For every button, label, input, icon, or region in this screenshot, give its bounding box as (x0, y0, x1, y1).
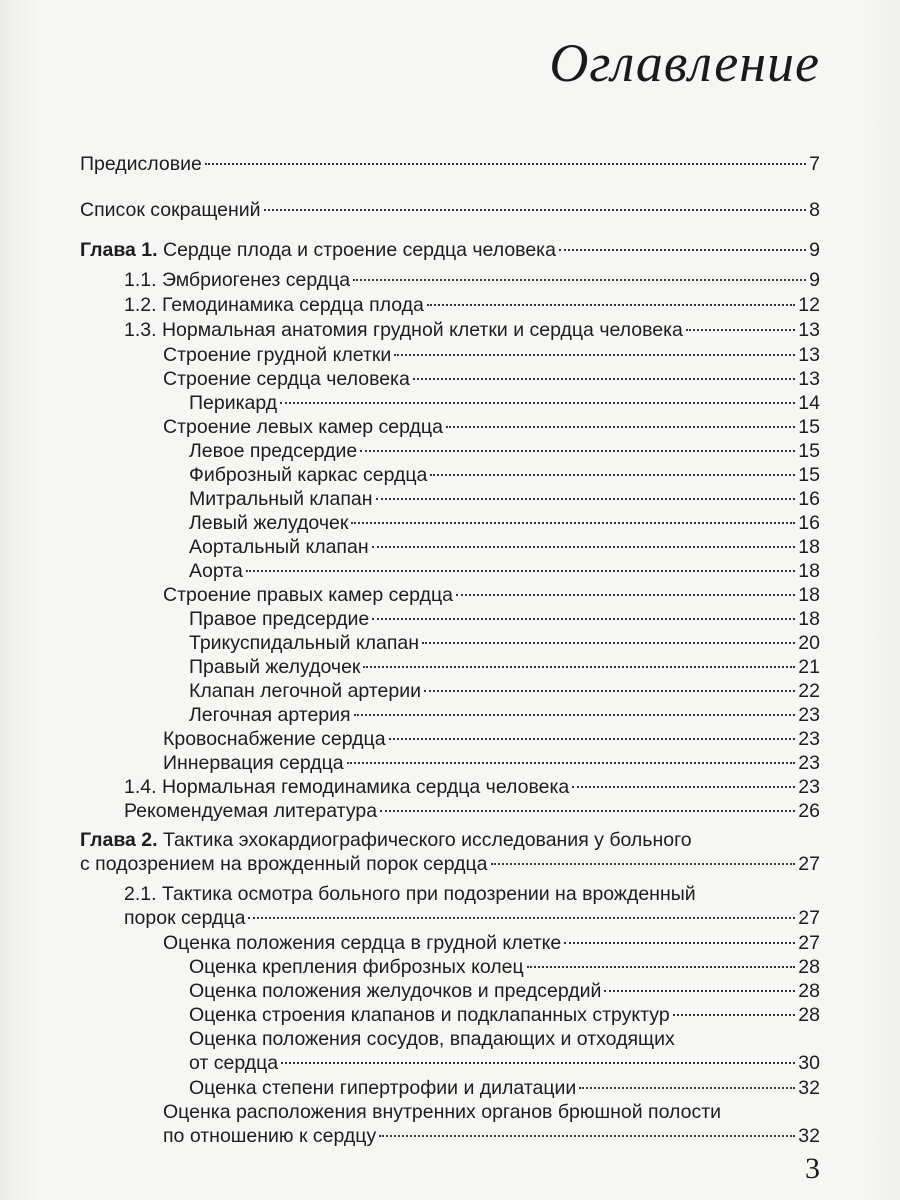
toc-entry-page: 22 (798, 680, 820, 702)
dot-leader (456, 594, 795, 596)
toc-entry-title: Строение левых камер сердца (163, 416, 443, 438)
toc-entry-title: Оценка крепления фиброзных колец (189, 956, 524, 978)
toc-chapter[interactable] (80, 238, 820, 262)
toc-entry-page: 32 (798, 1125, 820, 1147)
toc-entry-page: 21 (798, 656, 820, 678)
toc-entry[interactable] (80, 152, 820, 176)
toc-entry-page: 23 (798, 752, 820, 774)
dot-leader (351, 522, 795, 524)
dot-leader (604, 990, 795, 992)
toc-entry[interactable] (124, 882, 820, 930)
toc-entry[interactable] (189, 631, 820, 655)
toc-entry-title: Аорта (189, 560, 243, 582)
toc-entry-title: Правое предсердие (189, 608, 370, 630)
dot-leader (491, 863, 796, 865)
toc-entry-title: Трикуспидальный клапан (189, 632, 420, 654)
toc-entry-page: 20 (798, 632, 820, 654)
toc-entry-title: Кровоснабжение сердца (163, 728, 386, 750)
toc-entry[interactable] (189, 655, 820, 679)
dot-leader (246, 570, 795, 572)
toc-entry[interactable] (189, 1076, 820, 1100)
toc-entry-title: порок сердца (124, 907, 246, 929)
toc-entry[interactable] (189, 1027, 820, 1075)
toc-entry-title: 1.3. Нормальная анатомия грудной клетки и сердца человека (124, 319, 683, 341)
toc-entry[interactable] (124, 318, 820, 342)
dot-leader (248, 917, 795, 919)
toc-entry-title: от сердца (189, 1052, 279, 1074)
toc-entry-page: 8 (809, 199, 820, 221)
toc-entry-page: 16 (798, 488, 820, 510)
toc-entry-title: Легочная артерия (189, 704, 351, 726)
toc-entry[interactable] (189, 703, 820, 727)
toc-entry-page: 28 (798, 980, 820, 1002)
toc-entry-page: 12 (798, 294, 820, 316)
dot-leader (579, 1087, 795, 1089)
toc-entry-title: с подозрением на врожденный порок сердца (80, 853, 488, 875)
dot-leader (564, 942, 795, 944)
toc-entry[interactable] (124, 775, 820, 799)
dot-leader (281, 1062, 795, 1064)
toc-entry[interactable] (163, 727, 820, 751)
toc-entry-page: 14 (798, 392, 820, 414)
toc-entry-page: 18 (798, 608, 820, 630)
toc-entry-page: 32 (798, 1077, 820, 1099)
toc-entry-page: 9 (809, 269, 820, 291)
dot-leader (389, 738, 796, 740)
toc-entry-title: Строение правых камер сердца (163, 584, 453, 606)
toc-entry[interactable] (189, 511, 820, 535)
dot-leader (363, 666, 795, 668)
toc-entry-title: Иннервация сердца (163, 752, 344, 774)
toc-entry[interactable] (189, 463, 820, 487)
toc-entry[interactable] (189, 1003, 820, 1027)
toc-entry[interactable] (189, 535, 820, 559)
toc-entry-title: 1.2. Гемодинамика сердца плода (124, 294, 424, 316)
dot-leader (424, 690, 795, 692)
toc-chapter[interactable] (80, 828, 820, 876)
toc-entry-title: Перикард (189, 392, 278, 414)
toc-entry-title: Правый желудочек (189, 656, 361, 678)
toc-entry[interactable] (163, 415, 820, 439)
toc-entry-page: 7 (809, 153, 820, 175)
toc-entry[interactable] (124, 799, 820, 823)
toc-entry[interactable] (124, 268, 820, 292)
dot-leader (372, 618, 795, 620)
toc-entry-page: 26 (798, 800, 820, 822)
toc-entry[interactable] (189, 679, 820, 703)
toc-entry-title: Предисловие (80, 153, 202, 175)
toc-entry[interactable] (163, 583, 820, 607)
dot-leader (205, 163, 806, 165)
toc-entry-title: Клапан легочной артерии (189, 680, 422, 702)
toc-entry[interactable] (124, 293, 820, 317)
toc-entry-page: 18 (798, 584, 820, 606)
toc-entry-title: Левый желудочек (189, 512, 349, 534)
toc-entry-page: 23 (798, 704, 820, 726)
dot-leader (430, 474, 795, 476)
toc-entry-first-line (163, 1100, 820, 1124)
toc-entry-page: 13 (798, 319, 820, 341)
dot-leader (673, 1014, 796, 1016)
toc-entry-title: 1.1. Эмбриогенез сердца (124, 269, 351, 291)
toc-entry[interactable] (189, 607, 820, 631)
toc-entry[interactable] (163, 367, 820, 391)
toc-entry[interactable] (189, 955, 820, 979)
dot-leader (353, 279, 806, 281)
toc-entry-title: Фиброзный каркас сердца (189, 464, 428, 486)
toc-entry-page: 9 (809, 239, 820, 261)
dot-leader (527, 966, 796, 968)
dot-leader (264, 209, 807, 211)
dot-leader (347, 762, 796, 764)
dot-leader (422, 642, 795, 644)
dot-leader (354, 714, 796, 716)
dot-leader (446, 426, 795, 428)
toc-entry[interactable] (189, 439, 820, 463)
dot-leader (427, 304, 795, 306)
toc-entry-page: 15 (798, 440, 820, 462)
toc-entry[interactable] (189, 487, 820, 511)
toc-entry[interactable] (80, 198, 820, 222)
toc-entry-title: Митральный клапан (189, 488, 373, 510)
toc-entry-page: 18 (798, 536, 820, 558)
toc-entry-first-line (124, 882, 820, 906)
toc-entry-title: Левое предсердие (189, 440, 358, 462)
chapter-label: Глава 2. (80, 829, 158, 851)
toc-entry-title: Аортальный клапан (189, 536, 369, 558)
toc-entry[interactable] (163, 931, 820, 955)
toc-entry[interactable] (189, 391, 820, 415)
toc-entry-page: 28 (798, 956, 820, 978)
page-title: Оглавление (549, 33, 820, 93)
page-number: 3 (805, 1152, 820, 1185)
toc-entry-page: 16 (798, 512, 820, 534)
toc-entry[interactable] (163, 343, 820, 367)
toc-entry-title: по отношению к сердцу (163, 1125, 377, 1147)
toc-entry-title: Оценка положения сердца в грудной клетке (163, 932, 562, 954)
toc-entry-page: 13 (798, 344, 820, 366)
dot-leader (360, 450, 795, 452)
toc-entry-title: Оценка строения клапанов и подклапанных структур (189, 1004, 670, 1026)
toc-entry-page: 18 (798, 560, 820, 582)
toc-entry-page: 13 (798, 368, 820, 390)
toc-entry[interactable] (163, 751, 820, 775)
dot-leader (380, 810, 795, 812)
toc-entry-title-line1: Тактика эхокардиографического исследования у больного (163, 829, 692, 851)
toc-entry-title: Список сокращений (80, 199, 261, 221)
dot-leader (686, 329, 795, 331)
toc-entry-title: Строение грудной клетки (163, 344, 392, 366)
toc-entry-title: 1.4. Нормальная гемодинамика сердца человека (124, 776, 570, 798)
toc-entry-first-line (189, 1027, 820, 1051)
toc-entry[interactable] (189, 979, 820, 1003)
toc-entry[interactable] (189, 559, 820, 583)
toc-entry-first-line (80, 828, 820, 852)
dot-leader (559, 249, 806, 251)
toc-entry-title-line1: 2.1. Тактика осмотра больного при подозрении на врожденный (124, 883, 696, 905)
toc-entry-page: 30 (798, 1052, 820, 1074)
toc-entry-page: 15 (798, 416, 820, 438)
dot-leader (372, 546, 796, 548)
toc-entry-title: Оценка положения желудочков и предсердий (189, 980, 602, 1002)
toc-entry-page: 23 (798, 776, 820, 798)
dot-leader (394, 354, 795, 356)
toc-entry-title: Сердце плода и строение сердца человека (163, 239, 556, 261)
toc-entry-page: 23 (798, 728, 820, 750)
dot-leader (572, 786, 795, 788)
toc-entry-page: 27 (798, 907, 820, 929)
toc-entry-page: 27 (798, 853, 820, 875)
dot-leader (413, 378, 795, 380)
dot-leader (280, 402, 795, 404)
dot-leader (379, 1135, 795, 1137)
dot-leader (376, 498, 796, 500)
toc-entry-page: 15 (798, 464, 820, 486)
toc-entry-page: 27 (798, 932, 820, 954)
toc-entry-title: Строение сердца человека (163, 368, 410, 390)
chapter-label: Глава 1. (80, 239, 158, 261)
toc-entry-title: Оценка степени гипертрофии и дилатации (189, 1077, 577, 1099)
toc-entry-page: 28 (798, 1004, 820, 1026)
toc-entry-title-line1: Оценка расположения внутренних органов брюшной полости (163, 1101, 722, 1123)
toc-entry-title-line1: Оценка положения сосудов, впадающих и отходящих (189, 1028, 675, 1050)
toc-entry[interactable] (163, 1100, 820, 1148)
toc-entry-title: Рекомендуемая литература (124, 800, 378, 822)
